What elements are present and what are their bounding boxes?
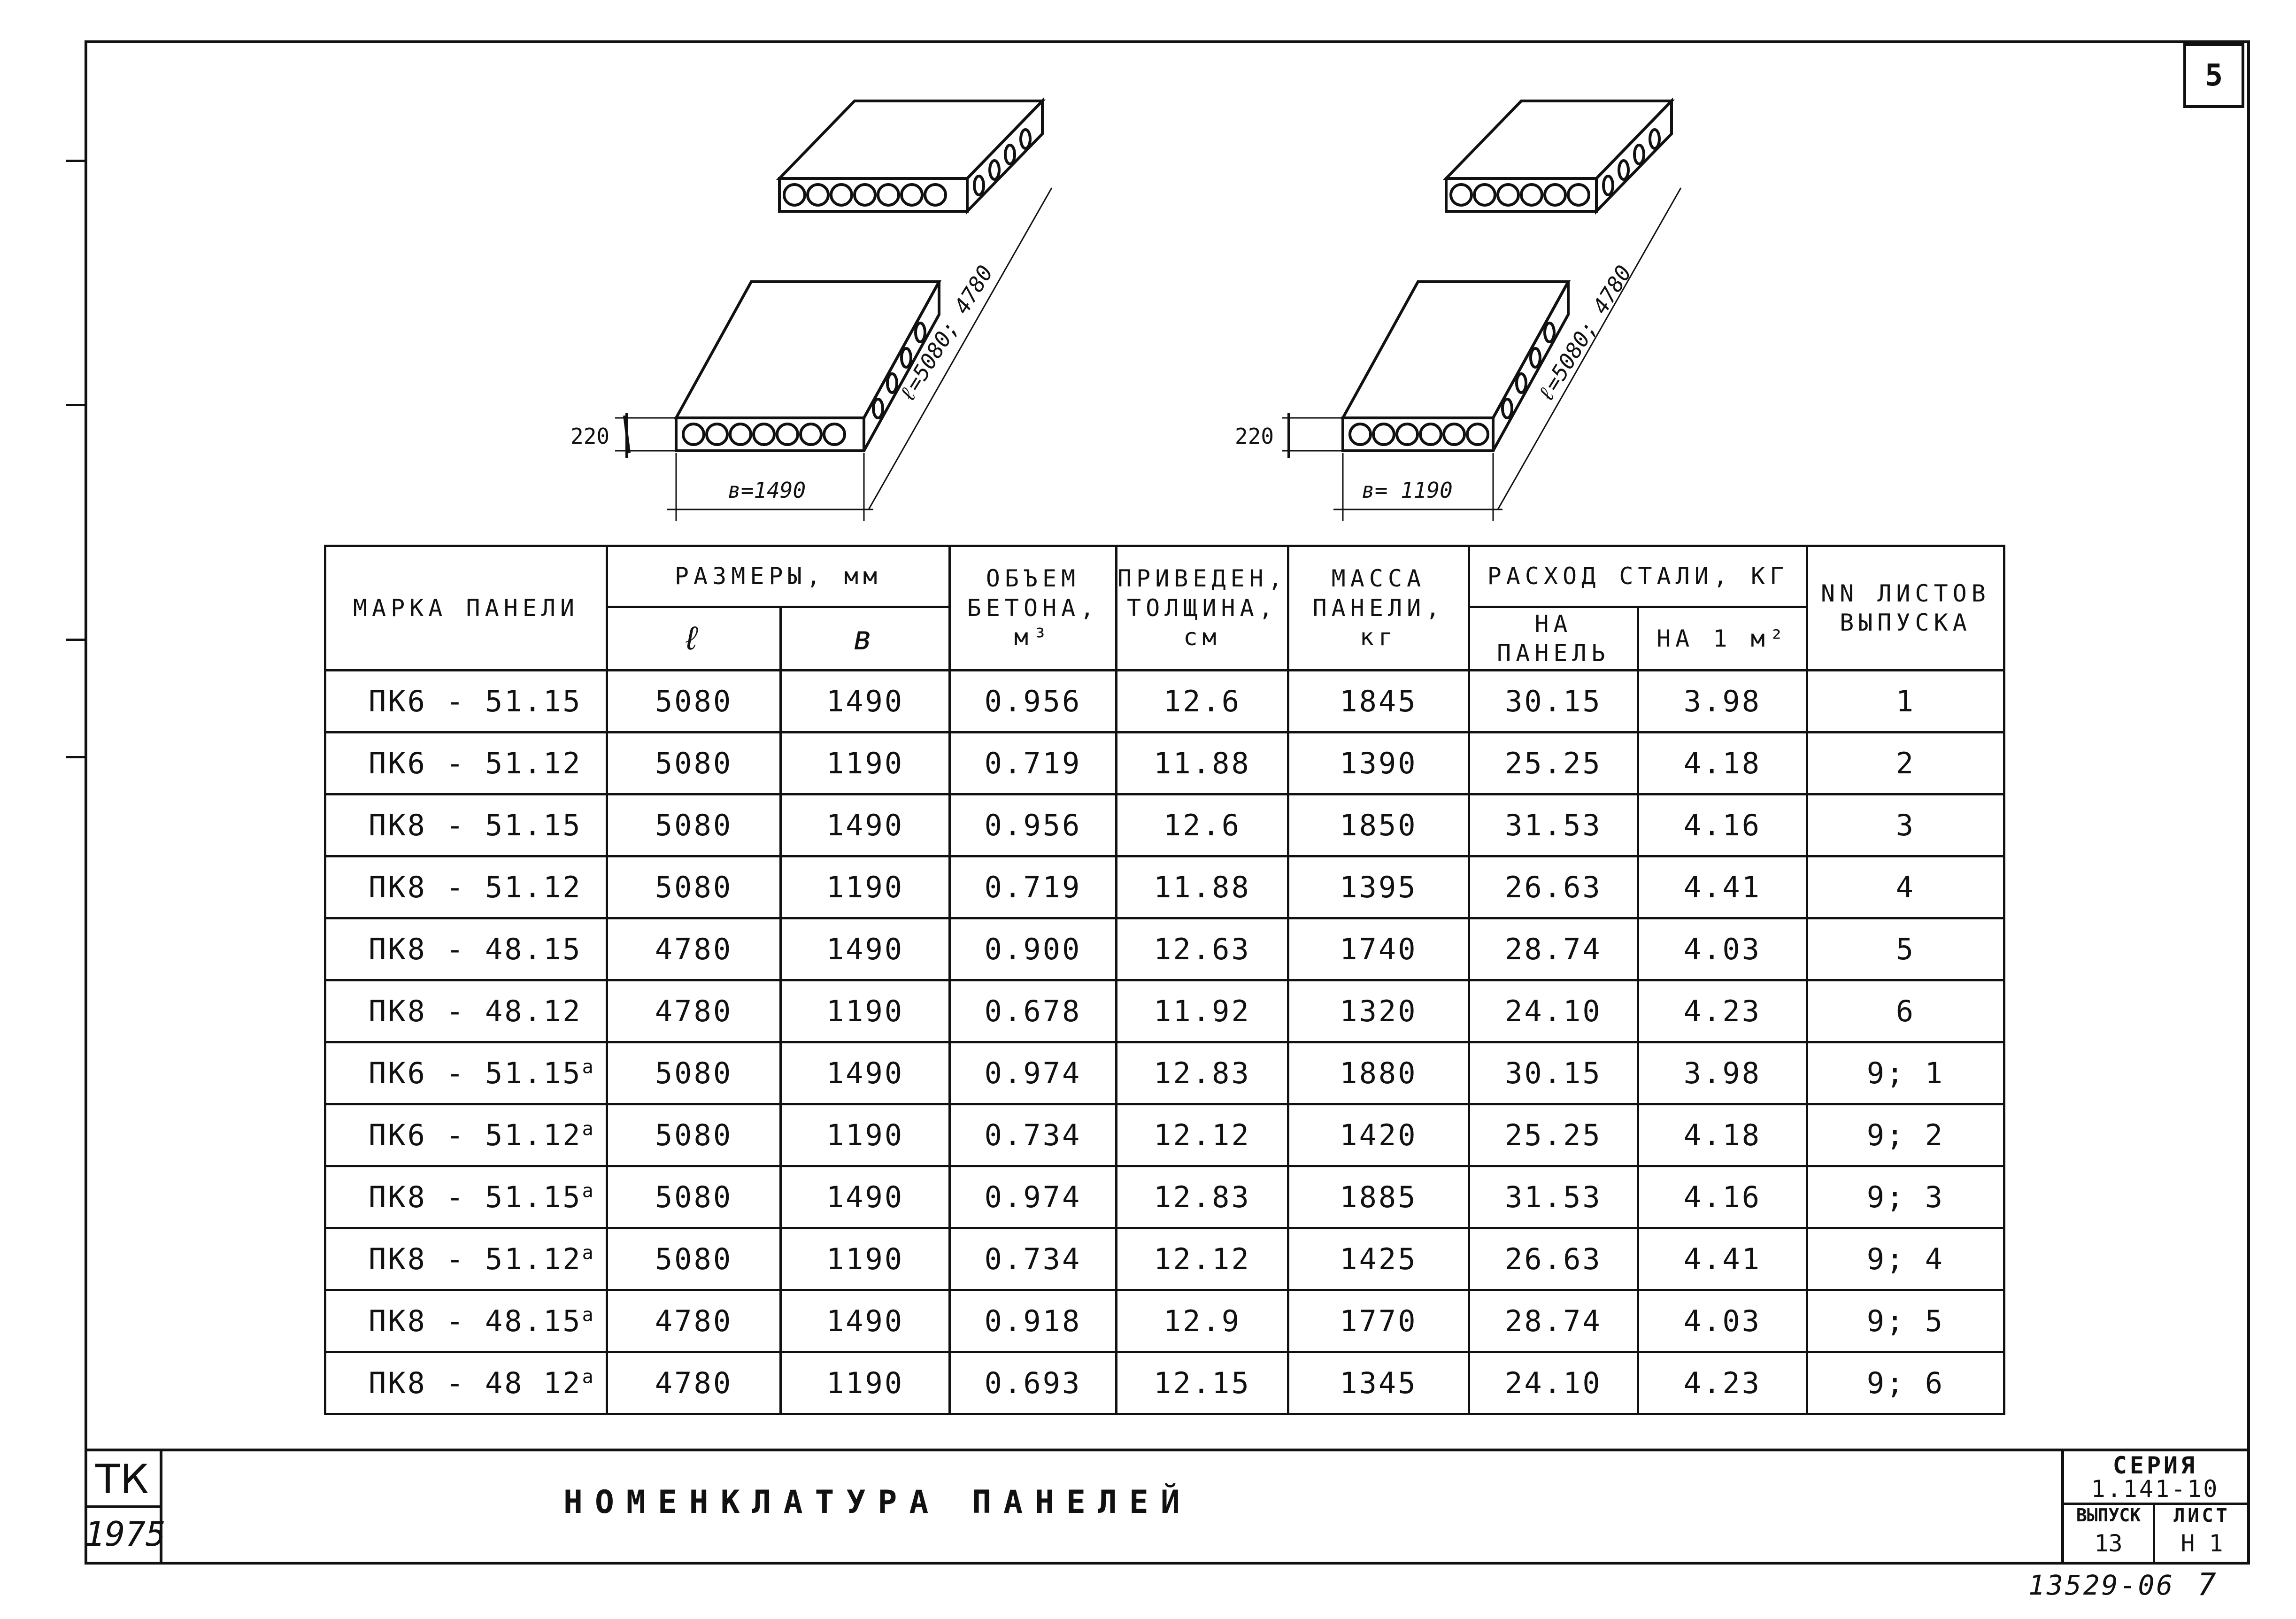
table-row	[325, 1352, 2004, 1414]
cell-b: 1490	[781, 918, 950, 980]
cell-sheets: 6	[1807, 980, 2004, 1042]
cell-volume: 0.719	[950, 732, 1117, 794]
table-row	[325, 1228, 2004, 1290]
cell-volume: 0.693	[950, 1352, 1117, 1414]
cell-mass: 1420	[1288, 1104, 1469, 1166]
cell-steel-m2: 3.98	[1638, 1042, 1807, 1104]
cell-steel-panel: 28.74	[1469, 918, 1638, 980]
cell-volume: 0.918	[950, 1290, 1117, 1352]
document-title: НОМЕНКЛАТУРА ПАНЕЛЕЙ	[563, 1484, 1192, 1521]
cell-mark	[325, 1290, 607, 1352]
cell-mass: 1770	[1288, 1290, 1469, 1352]
cell-b: 1490	[781, 1042, 950, 1104]
cell-steel-m2: 4.18	[1638, 1104, 1807, 1166]
mark-text: ПК8 - 51.15	[369, 1180, 582, 1214]
cell-volume: 0.956	[950, 671, 1117, 732]
cell-thickness: 12.6	[1117, 671, 1288, 732]
mark-superscript: а	[582, 1056, 595, 1078]
cell-sheets: 4	[1807, 856, 2004, 918]
table-row	[325, 732, 2004, 794]
series-label: СЕРИЯ	[2112, 1452, 2198, 1479]
left-width-label: в=1490	[728, 478, 806, 503]
cell-mass: 1850	[1288, 794, 1469, 856]
right-width-label: в= 1190	[1362, 478, 1453, 503]
cell-steel-m2: 4.03	[1638, 918, 1807, 980]
cell-l: 5080	[607, 732, 781, 794]
cell-thickness: 12.83	[1117, 1166, 1288, 1228]
cell-steel-panel: 31.53	[1469, 1166, 1638, 1228]
cell-steel-m2: 4.03	[1638, 1290, 1807, 1352]
mark-superscript: а	[582, 1304, 595, 1326]
table-row	[325, 794, 2004, 856]
cell-steel-panel: 26.63	[1469, 856, 1638, 918]
cell-mark	[325, 856, 607, 918]
right-length-label: ℓ=5080; 4780	[1532, 261, 1637, 407]
panel-drawings	[0, 0, 2296, 545]
mark-text: ПК6 - 51.12	[369, 746, 582, 780]
cell-steel-m2: 4.18	[1638, 732, 1807, 794]
panel-drawing-right-lower	[1282, 188, 1681, 521]
cell-l: 4780	[607, 1352, 781, 1414]
cell-sheets: 5	[1807, 918, 2004, 980]
page-number: 7	[2197, 1566, 2216, 1603]
cell-sheets: 3	[1807, 794, 2004, 856]
table-body	[325, 671, 2004, 1414]
sheet-value: Н 1	[2180, 1530, 2223, 1557]
header-steel-m2: НА 1 м²	[1638, 607, 1807, 671]
cell-steel-m2: 4.16	[1638, 1166, 1807, 1228]
panel-nomenclature-table	[324, 545, 2005, 1415]
cell-b: 1190	[781, 1352, 950, 1414]
cell-steel-m2: 4.23	[1638, 1352, 1807, 1414]
panel-drawing-right-upper	[1446, 101, 1672, 211]
cell-l: 5080	[607, 1166, 781, 1228]
cell-mark	[325, 980, 607, 1042]
cell-mass: 1345	[1288, 1352, 1469, 1414]
header-sheets: NN ЛИСТОВ ВЫПУСКА	[1807, 546, 2004, 671]
mark-text: ПК8 - 48 12	[369, 1366, 582, 1400]
cell-volume: 0.974	[950, 1042, 1117, 1104]
cell-thickness: 11.88	[1117, 732, 1288, 794]
table-row	[325, 671, 2004, 732]
cell-steel-panel: 30.15	[1469, 671, 1638, 732]
cell-sheets: 9; 2	[1807, 1104, 2004, 1166]
mark-text: ПК6 - 51.12	[369, 1118, 582, 1152]
cell-mark	[325, 732, 607, 794]
cell-steel-panel: 25.25	[1469, 732, 1638, 794]
cell-mark	[325, 1352, 607, 1414]
panel-drawing-left-upper	[779, 101, 1042, 211]
cell-volume: 0.719	[950, 856, 1117, 918]
cell-sheets: 9; 5	[1807, 1290, 2004, 1352]
right-thickness-label: 220	[1235, 424, 1274, 449]
mark-superscript: а	[582, 1180, 595, 1202]
issue-divider	[2153, 1503, 2155, 1562]
year: 1975	[85, 1514, 166, 1554]
org-code: ТК	[95, 1456, 149, 1503]
cell-steel-panel: 24.10	[1469, 1352, 1638, 1414]
cell-mass: 1845	[1288, 671, 1469, 732]
cell-thickness: 12.12	[1117, 1228, 1288, 1290]
sheet-label: ЛИСТ	[2173, 1505, 2230, 1526]
cell-thickness: 11.92	[1117, 980, 1288, 1042]
cell-l: 5080	[607, 671, 781, 732]
cell-volume: 0.734	[950, 1104, 1117, 1166]
issue-value: 13	[2094, 1530, 2123, 1557]
margin-tick	[66, 756, 85, 758]
cell-b: 1490	[781, 671, 950, 732]
panel-drawing-left-lower	[615, 188, 1052, 521]
cell-mass: 1425	[1288, 1228, 1469, 1290]
cell-thickness: 12.15	[1117, 1352, 1288, 1414]
cell-l: 5080	[607, 1228, 781, 1290]
cell-steel-panel: 31.53	[1469, 794, 1638, 856]
table-row	[325, 1104, 2004, 1166]
mark-text: ПК8 - 48.15	[369, 1304, 582, 1338]
header-mass: МАССА ПАНЕЛИ, кг	[1288, 546, 1469, 671]
cell-thickness: 12.6	[1117, 794, 1288, 856]
cell-volume: 0.956	[950, 794, 1117, 856]
cell-sheets: 9; 3	[1807, 1166, 2004, 1228]
frame-bottom-line	[85, 1562, 2250, 1565]
cell-l: 5080	[607, 1104, 781, 1166]
table-row	[325, 1290, 2004, 1352]
cell-b: 1490	[781, 794, 950, 856]
mark-text: ПК8 - 51.12	[369, 1242, 582, 1276]
cell-mass: 1740	[1288, 918, 1469, 980]
table-row	[325, 918, 2004, 980]
mark-text: ПК6 - 51.15	[369, 1056, 582, 1090]
cell-thickness: 12.9	[1117, 1290, 1288, 1352]
cell-mass: 1880	[1288, 1042, 1469, 1104]
cell-mass: 1390	[1288, 732, 1469, 794]
cell-mark	[325, 1042, 607, 1104]
cell-l: 4780	[607, 1290, 781, 1352]
mark-text: ПК6 - 51.15	[369, 684, 582, 718]
cell-steel-m2: 3.98	[1638, 671, 1807, 732]
left-thickness-label: 220	[570, 424, 610, 449]
cell-l: 5080	[607, 856, 781, 918]
mark-text: ПК8 - 51.12	[369, 870, 582, 904]
cell-steel-panel: 24.10	[1469, 980, 1638, 1042]
cell-l: 4780	[607, 918, 781, 980]
cell-mark	[325, 1228, 607, 1290]
cell-volume: 0.678	[950, 980, 1117, 1042]
cell-thickness: 12.63	[1117, 918, 1288, 980]
cell-steel-panel: 30.15	[1469, 1042, 1638, 1104]
cell-l: 5080	[607, 794, 781, 856]
mark-superscript: а	[582, 1118, 595, 1140]
mark-text: ПК8 - 51.15	[369, 808, 582, 842]
cell-steel-panel: 28.74	[1469, 1290, 1638, 1352]
cell-volume: 0.974	[950, 1166, 1117, 1228]
cell-b: 1490	[781, 1166, 950, 1228]
cell-b: 1190	[781, 732, 950, 794]
cell-b: 1190	[781, 1104, 950, 1166]
table-row	[325, 980, 2004, 1042]
header-steel-panel: НА ПАНЕЛЬ	[1469, 607, 1638, 671]
table-row	[325, 1166, 2004, 1228]
cell-mass: 1395	[1288, 856, 1469, 918]
cell-l: 5080	[607, 1042, 781, 1104]
archive-number: 13529-06	[2028, 1569, 2175, 1601]
mark-superscript: а	[582, 1366, 595, 1388]
cell-volume: 0.734	[950, 1228, 1117, 1290]
org-divider	[85, 1505, 160, 1508]
cell-mass: 1320	[1288, 980, 1469, 1042]
cell-l: 4780	[607, 980, 781, 1042]
header-dimensions: РАЗМЕРЫ, мм	[607, 546, 950, 607]
cell-mark	[325, 1104, 607, 1166]
table-row	[325, 1042, 2004, 1104]
cell-steel-m2: 4.41	[1638, 1228, 1807, 1290]
issue-label: ВЫПУСК	[2076, 1505, 2141, 1526]
cell-mark	[325, 1166, 607, 1228]
series-value: 1.141-10	[2091, 1475, 2219, 1503]
margin-tick	[66, 639, 85, 641]
title-block-top-line	[85, 1449, 2250, 1451]
cell-thickness: 12.12	[1117, 1104, 1288, 1166]
cell-steel-panel: 25.25	[1469, 1104, 1638, 1166]
header-thickness: ПРИВЕДЕН, ТОЛЩИНА, см	[1117, 546, 1288, 671]
cell-mark	[325, 918, 607, 980]
mark-text: ПК8 - 48.12	[369, 994, 582, 1028]
cell-mark	[325, 671, 607, 732]
header-dim-l: ℓ	[607, 607, 781, 671]
cell-b: 1190	[781, 856, 950, 918]
header-mark: МАРКА ПАНЕЛИ	[325, 546, 607, 671]
header-volume: ОБЪЕМ БЕТОНА, м³	[950, 546, 1117, 671]
cell-sheets: 9; 6	[1807, 1352, 2004, 1414]
mark-text: ПК8 - 48.15	[369, 932, 582, 966]
cell-steel-m2: 4.16	[1638, 794, 1807, 856]
cell-thickness: 12.83	[1117, 1042, 1288, 1104]
cell-b: 1190	[781, 1228, 950, 1290]
mark-superscript: а	[582, 1242, 595, 1264]
cell-sheets: 9; 4	[1807, 1228, 2004, 1290]
cell-steel-m2: 4.41	[1638, 856, 1807, 918]
cell-sheets: 1	[1807, 671, 2004, 732]
table-row	[325, 856, 2004, 918]
header-steel: РАСХОД СТАЛИ, КГ	[1469, 546, 1807, 607]
header-dim-b: в	[781, 607, 950, 671]
cell-sheets: 9; 1	[1807, 1042, 2004, 1104]
cell-b: 1490	[781, 1290, 950, 1352]
left-length-label: ℓ=5080; 4780	[894, 261, 998, 407]
cell-mark	[325, 794, 607, 856]
cell-mass: 1885	[1288, 1166, 1469, 1228]
cell-b: 1190	[781, 980, 950, 1042]
cell-sheets: 2	[1807, 732, 2004, 794]
cell-volume: 0.900	[950, 918, 1117, 980]
cell-thickness: 11.88	[1117, 856, 1288, 918]
cell-steel-panel: 26.63	[1469, 1228, 1638, 1290]
cell-steel-m2: 4.23	[1638, 980, 1807, 1042]
sheet-number: 5	[2183, 43, 2244, 108]
